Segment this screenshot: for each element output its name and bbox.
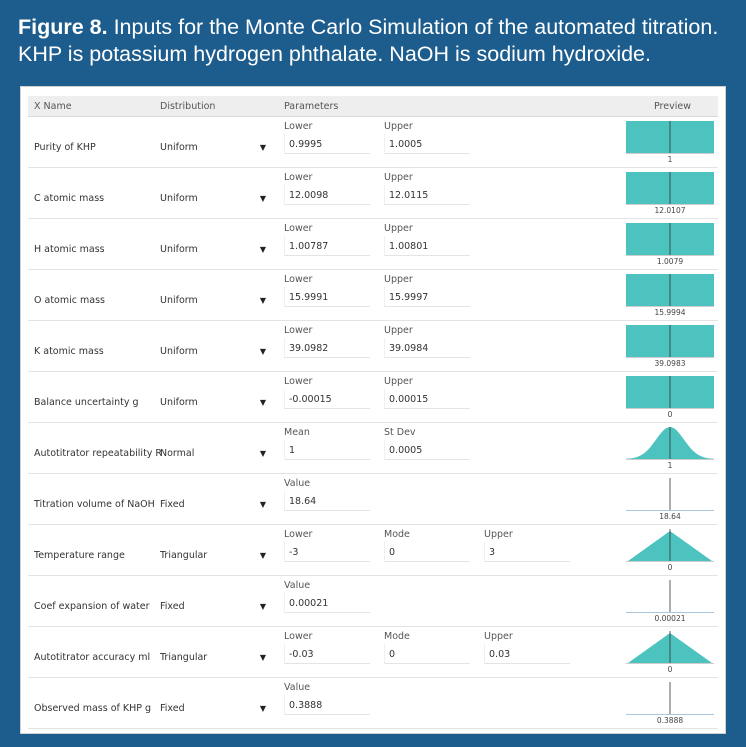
parameter-label: Mean [284,427,310,438]
preview-plot [626,323,714,359]
parameter-label: Upper [384,325,413,336]
parameter-label: Mode [384,631,410,642]
chevron-down-icon[interactable]: ▼ [259,449,267,458]
table-row [28,321,718,372]
x-name-cell[interactable]: Temperature range [34,550,125,561]
figure-label: Figure 8. [18,15,108,39]
x-name-cell[interactable]: C atomic mass [34,193,105,204]
distribution-select[interactable]: Uniform [160,397,198,408]
parameter-input[interactable]: 15.9991 [284,287,370,307]
header-distribution: Distribution [160,101,216,112]
distribution-select[interactable]: Normal [160,448,195,459]
parameter-input[interactable]: 0.03 [484,644,570,664]
parameter-input[interactable]: 0.0005 [384,440,470,460]
inputs-grid [28,96,718,729]
chevron-down-icon[interactable]: ▼ [259,704,267,713]
preview-plot [626,629,714,665]
preview-plot [626,578,714,614]
preview-value-label: 0 [667,563,673,572]
preview-value-label: 39.0983 [654,359,686,368]
preview-value-label: 18.64 [659,512,681,521]
parameter-label: Lower [284,529,313,540]
distribution-preview [626,221,714,267]
preview-value-label: 0.00021 [654,614,686,623]
preview-value-label: 15.9994 [654,308,686,317]
parameter-label: Lower [284,121,313,132]
chevron-down-icon[interactable]: ▼ [259,296,267,305]
x-name-cell[interactable]: Coef expansion of water [34,601,150,612]
parameter-input[interactable]: 0.00015 [384,389,470,409]
table-row [28,270,718,321]
parameter-input[interactable]: 0.00021 [284,593,370,613]
parameter-label: Lower [284,223,313,234]
grid-rows [28,117,718,729]
preview-plot [626,170,714,206]
parameter-input[interactable]: 15.9997 [384,287,470,307]
parameter-label: Upper [484,529,513,540]
parameter-label: Upper [384,223,413,234]
parameter-label: Upper [384,172,413,183]
x-name-cell[interactable]: K atomic mass [34,346,104,357]
header-parameters: Parameters [284,101,339,112]
chevron-down-icon[interactable]: ▼ [259,602,267,611]
monte-carlo-inputs-panel [20,86,726,734]
distribution-preview [626,374,714,420]
parameter-input[interactable]: 0.3888 [284,695,370,715]
parameter-label: Lower [284,172,313,183]
table-row [28,576,718,627]
caption-text: Inputs for the Monte Carlo Simulation of the automated titration. KHP is potassium hydrogen phthalate. NaOH is sodium hydroxide. [18,15,719,66]
preview-plot [626,221,714,257]
preview-value-label: 0 [667,665,673,674]
distribution-select[interactable]: Fixed [160,499,185,510]
distribution-select[interactable]: Uniform [160,295,198,306]
parameter-input[interactable]: 12.0115 [384,185,470,205]
parameter-input[interactable]: 39.0984 [384,338,470,358]
preview-plot [626,272,714,308]
distribution-preview [626,476,714,522]
distribution-preview [626,527,714,573]
parameter-input[interactable]: 1 [284,440,370,460]
parameter-label: Upper [384,274,413,285]
table-row [28,372,718,423]
distribution-select[interactable]: Triangular [160,550,208,561]
table-row [28,627,718,678]
preview-value-label: 1.0079 [656,257,684,266]
parameter-input[interactable]: 0 [384,542,470,562]
distribution-preview [626,629,714,675]
parameter-label: Value [284,478,311,489]
x-name-cell[interactable]: Autotitrator accuracy ml [34,652,151,663]
x-name-cell[interactable]: O atomic mass [34,295,105,306]
header-x-name: X Name [34,101,72,112]
preview-plot [626,374,714,410]
parameter-input[interactable]: 0.9995 [284,134,370,154]
x-name-cell[interactable]: Balance uncertainty g [34,397,139,408]
distribution-preview [626,578,714,624]
parameter-label: Upper [384,121,413,132]
figure-caption [18,14,730,68]
parameter-label: Value [284,682,311,693]
preview-plot [626,425,714,461]
table-row [28,117,718,168]
distribution-preview [626,323,714,369]
distribution-select[interactable]: Triangular [160,652,208,663]
table-row [28,423,718,474]
distribution-preview [626,272,714,318]
distribution-preview [626,680,714,726]
chevron-down-icon[interactable]: ▼ [259,398,267,407]
parameter-input[interactable]: -0.00015 [284,389,370,409]
table-row [28,219,718,270]
parameter-input[interactable]: 1.0005 [384,134,470,154]
distribution-preview [626,170,714,216]
distribution-select[interactable]: Uniform [160,244,198,255]
table-row [28,525,718,576]
parameter-input[interactable]: 0 [384,644,470,664]
chevron-down-icon[interactable]: ▼ [259,347,267,356]
parameter-label: Lower [284,376,313,387]
parameter-label: Value [284,580,311,591]
distribution-select[interactable]: Fixed [160,703,185,714]
distribution-select[interactable]: Fixed [160,601,185,612]
chevron-down-icon[interactable]: ▼ [259,500,267,509]
parameter-input[interactable]: 12.0098 [284,185,370,205]
parameter-label: St Dev [384,427,416,438]
x-name-cell[interactable]: Autotitrator repeatability R [34,448,163,459]
parameter-label: Mode [384,529,410,540]
chevron-down-icon[interactable]: ▼ [259,245,267,254]
distribution-preview [626,425,714,471]
chevron-down-icon[interactable]: ▼ [259,551,267,560]
preview-plot [626,476,714,512]
chevron-down-icon[interactable]: ▼ [259,653,267,662]
x-name-cell[interactable]: Purity of KHP [34,142,96,153]
parameter-input[interactable]: 3 [484,542,570,562]
chevron-down-icon[interactable]: ▼ [259,194,267,203]
preview-value-label: 0.3888 [656,716,684,725]
preview-value-label: 1 [667,461,673,470]
chevron-down-icon[interactable]: ▼ [259,143,267,152]
preview-value-label: 12.0107 [654,206,686,215]
distribution-select[interactable]: Uniform [160,142,198,153]
preview-plot [626,680,714,716]
parameter-input[interactable]: 39.0982 [284,338,370,358]
distribution-select[interactable]: Uniform [160,193,198,204]
x-name-cell[interactable]: Observed mass of KHP g [34,703,152,714]
x-name-cell[interactable]: Titration volume of NaOH [34,499,155,510]
parameter-label: Upper [484,631,513,642]
parameter-input[interactable]: -3 [284,542,370,562]
parameter-label: Lower [284,631,313,642]
preview-value-label: 1 [667,155,673,164]
parameter-label: Lower [284,274,313,285]
table-row [28,678,718,729]
parameter-input[interactable]: 1.00801 [384,236,470,256]
table-row [28,474,718,525]
parameter-input[interactable]: -0.03 [284,644,370,664]
x-name-cell[interactable]: H atomic mass [34,244,105,255]
distribution-select[interactable]: Uniform [160,346,198,357]
table-row [28,168,718,219]
parameter-label: Lower [284,325,313,336]
preview-plot [626,119,714,155]
preview-plot [626,527,714,563]
preview-value-label: 0 [667,410,673,419]
parameter-input[interactable]: 1.00787 [284,236,370,256]
parameter-label: Upper [384,376,413,387]
parameter-input[interactable]: 18.64 [284,491,370,511]
grid-header [28,96,718,117]
distribution-preview [626,119,714,165]
header-preview: Preview [654,101,691,112]
